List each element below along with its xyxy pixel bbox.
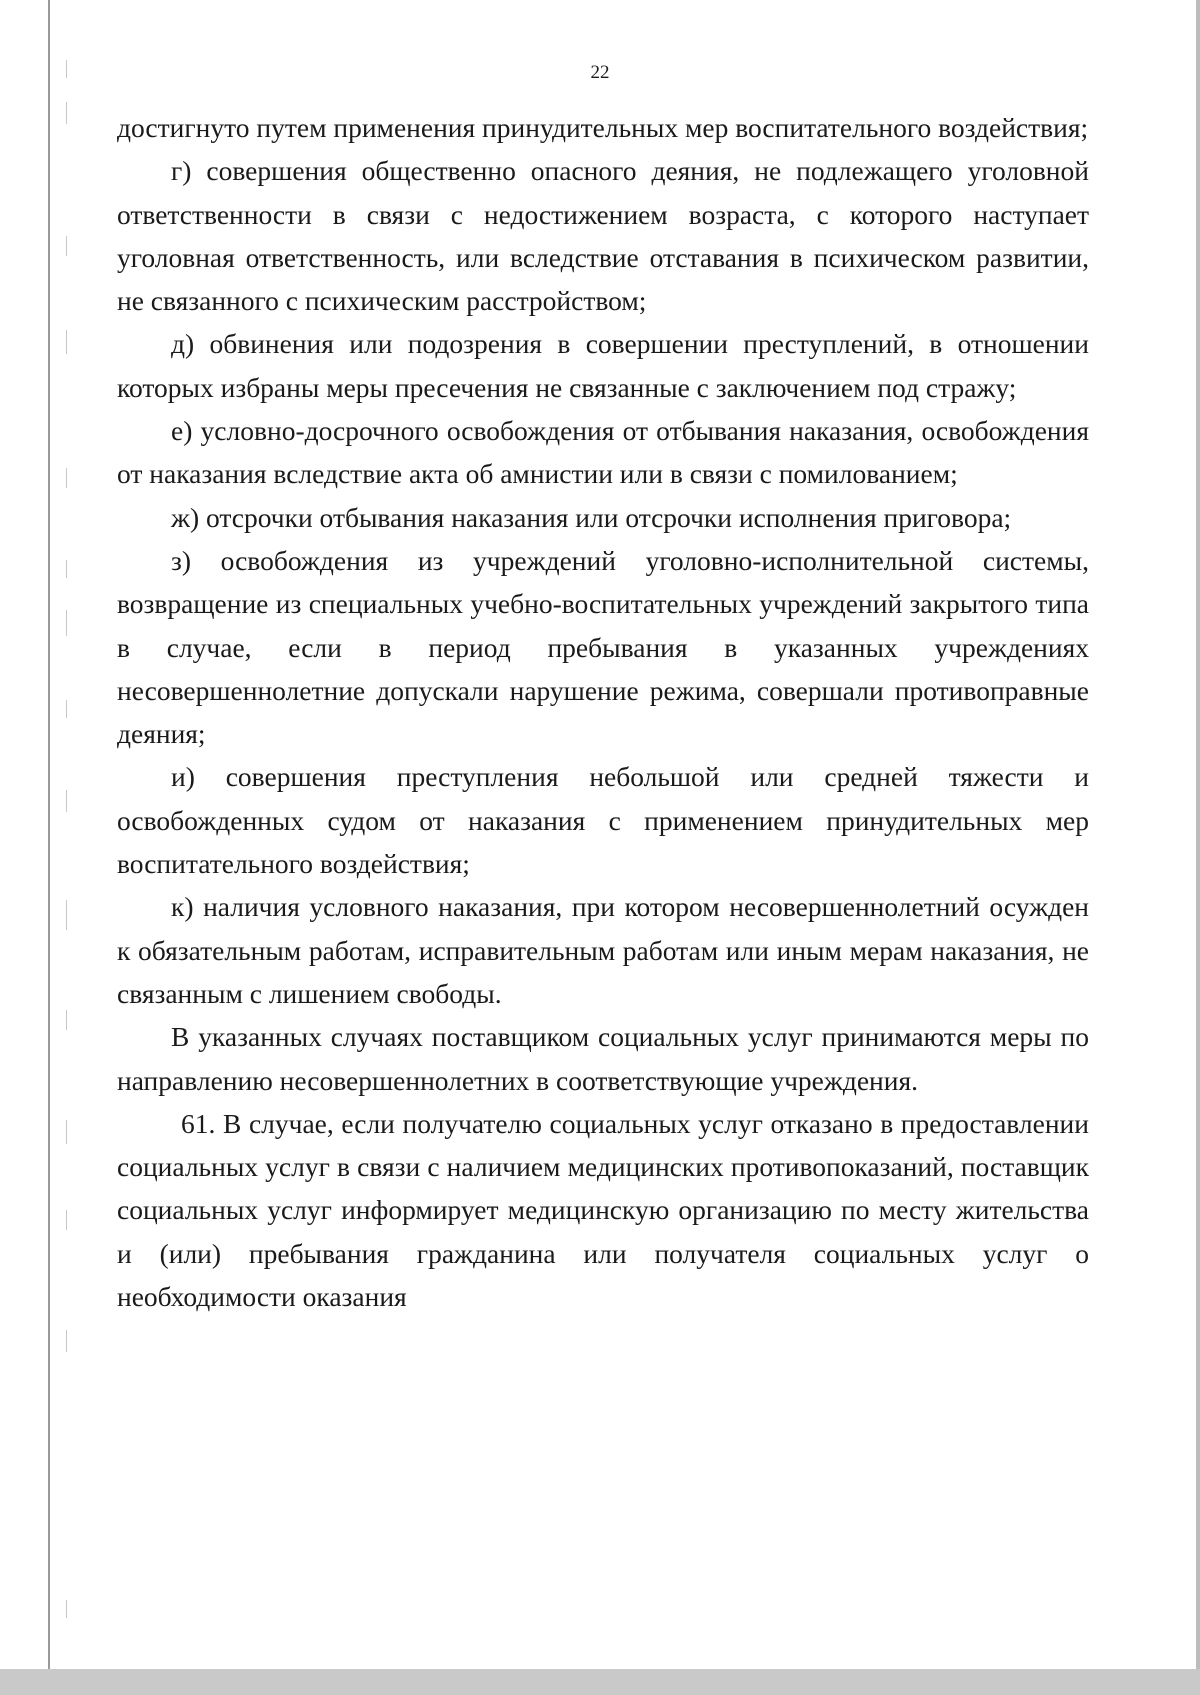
clause-61: 61. В случае, если получателю социальных услуг отказано в предоставлении социальных услуг в связи с наличием медицинских противопоказаний, поставщик социальных услуг информирует медицинскую организацию по месту жительства и (или) пребывания гражданина или получателя социальных услуг о необходимости оказания <box>117 1107 1089 1313</box>
list-item-i: и) совершения преступления небольшой или средней тяжести и освобожденных судом от наказания с применением принудительных мер воспитательного воздействия; <box>117 761 1089 880</box>
viewer-right-edge <box>1196 0 1200 1695</box>
page-number: 22 <box>590 62 610 83</box>
paragraph-referral: В указанных случаях поставщиком социальных услуг принимаются меры по направлению несовершеннолетних в соответствующие учреждения. <box>117 1021 1089 1096</box>
list-item-k: к) наличия условного наказания, при котором несовершеннолетний осужден к обязательным работам, исправительным работам или иным мерам наказания, не связанным с лишением свободы. <box>117 891 1089 1009</box>
viewer-left-strip <box>0 0 50 1695</box>
viewer-bottom-bar <box>0 1669 1200 1695</box>
list-item-g: г) совершения общественно опасного деяния, не подлежащего уголовной ответственности в связи с недостижением возраста, с которого наступает уголовная ответственность, или вследствие отставания в психическом развитии, не связанного с психическим расстройством; <box>117 155 1089 317</box>
paragraph-continuation: достигнуто путем применения принудительных мер воспитательного воздействия; <box>117 112 1089 143</box>
list-item-e: е) условно-досрочного освобождения от отбывания наказания, освобождения от наказания вследствие акта об амнистии или в связи с помилованием; <box>117 415 1089 490</box>
list-item-z: з) освобождения из учреждений уголовно-исполнительной системы, возвращение из специальных учебно-воспитательных учреждений закрытого типа в случае, если в период пребывания в указанных учреждениях несовершеннолетние допускали нарушение режима, совершали противоправные деяния; <box>117 544 1089 750</box>
document-body <box>117 106 1089 1318</box>
list-item-d: д) обвинения или подозрения в совершении преступлений, в отношении которых избраны меры пресечения не связанные с заключением под стражу; <box>117 328 1089 403</box>
list-item-zh: ж) отсрочки отбывания наказания или отсрочки исполнения приговора; <box>171 501 1012 533</box>
